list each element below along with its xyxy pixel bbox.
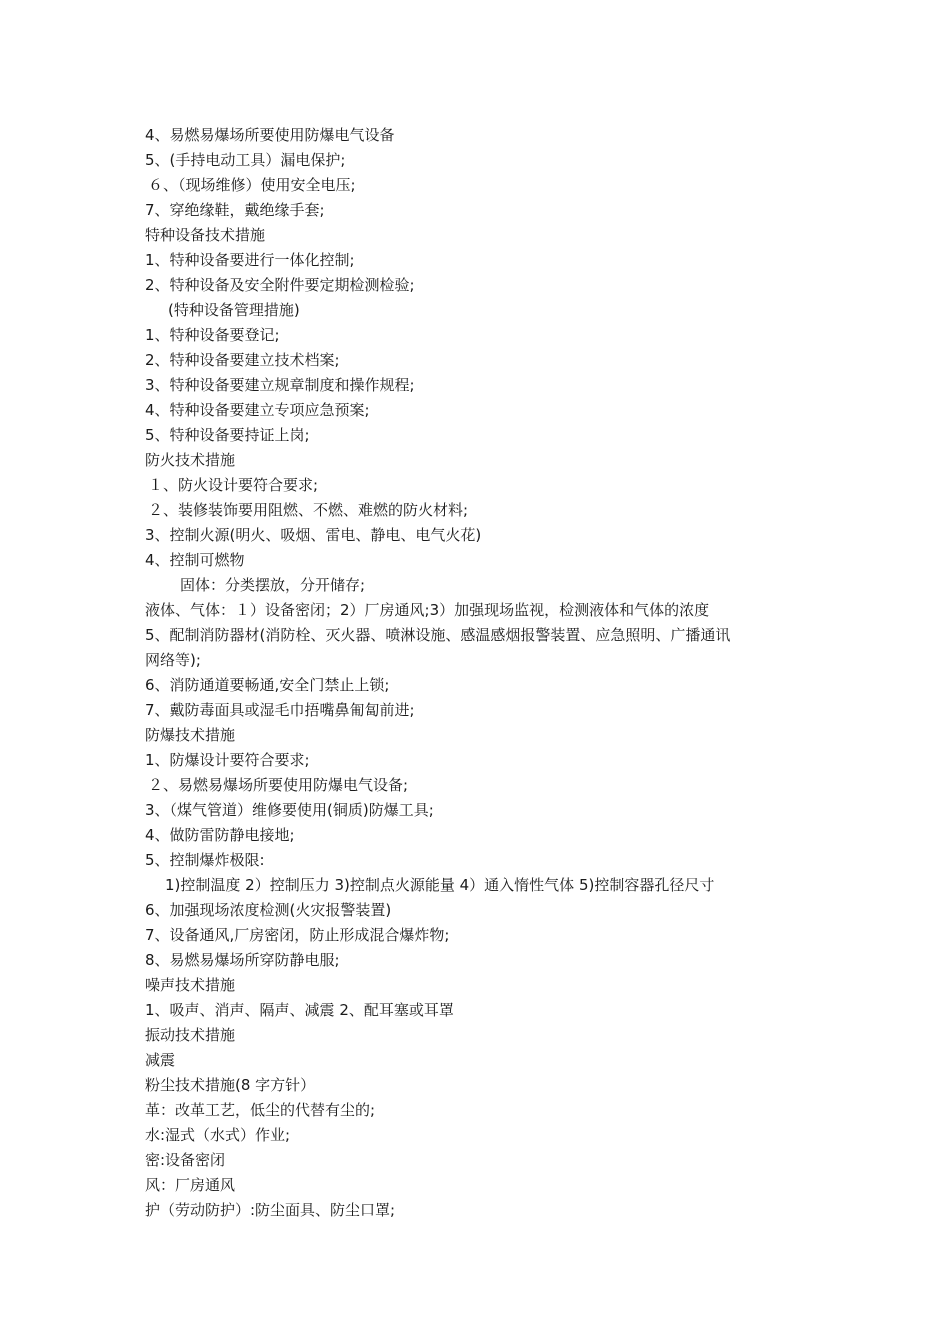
text-line: 网络等); [145,651,201,669]
text-line: 密:设备密闭 [145,1151,226,1169]
text-line: 7、设备通风,厂房密闭，防止形成混合爆炸物; [145,926,450,944]
text-line: １、防火设计要符合要求; [148,476,319,494]
text-line: 7、戴防毒面具或湿毛巾捂嘴鼻匍匐前进; [145,701,415,719]
text-line: 3、控制火源(明火、吸烟、雷电、静电、电气火花) [145,526,482,544]
text-line: 液体、气体：１）设备密闭；2）厂房通风;3）加强现场监视，检测液体和气体的浓度 [145,601,710,619]
text-line: 4、控制可燃物 [145,551,245,569]
section-heading: 特种设备技术措施 [145,226,266,244]
text-line: 风：厂房通风 [145,1176,236,1194]
text-line: 护（劳动防护）:防尘面具、防尘口罩; [145,1201,396,1219]
section-heading: 防火技术措施 [145,451,236,469]
text-line: ６、（现场维修）使用安全电压; [148,176,356,194]
text-line: 4、易燃易爆场所要使用防爆电气设备 [145,126,395,144]
text-line: ２、易燃易爆场所要使用防爆电气设备; [148,776,409,794]
text-line: 7、穿绝缘鞋，戴绝缘手套; [145,201,325,219]
text-line: 1、特种设备要登记; [145,326,280,344]
text-line: 5、配制消防器材(消防栓、灭火器、喷淋设施、感温感烟报警装置、应急照明、广播通讯 [145,626,731,644]
text-line: 2、特种设备及安全附件要定期检测检验; [145,276,415,294]
subsection-heading: (特种设备管理措施) [168,301,300,319]
text-line: 4、特种设备要建立专项应急预案; [145,401,370,419]
text-line: 8、易燃易爆场所穿防静电服; [145,951,340,969]
text-line: 6、消防通道要畅通,安全门禁止上锁; [145,676,390,694]
text-line: 减震 [145,1051,176,1069]
text-line: 4、做防雷防静电接地; [145,826,295,844]
text-line: ２、装修装饰要用阻燃、不燃、难燃的防火材料; [148,501,469,519]
text-line: 3、特种设备要建立规章制度和操作规程; [145,376,415,394]
text-line: 3、（煤气管道）维修要使用(铜质)防爆工具; [145,801,434,819]
section-heading: 粉尘技术措施(8 字方针） [145,1076,316,1094]
text-line: 6、加强现场浓度检测(火灾报警装置) [145,901,392,919]
text-line: 1)控制温度 2）控制压力 3)控制点火源能量 4）通入惰性气体 5)控制容器孔径尺寸 [165,876,715,894]
text-line: 水:湿式（水式）作业; [145,1126,291,1144]
section-heading: 噪声技术措施 [145,976,236,994]
text-line: 2、特种设备要建立技术档案; [145,351,340,369]
text-line: 5、(手持电动工具）漏电保护; [145,151,346,169]
text-line: 1、特种设备要进行一体化控制; [145,251,355,269]
text-line: 1、吸声、消声、隔声、减震 2、配耳塞或耳罩 [145,1001,454,1019]
section-heading: 振动技术措施 [145,1026,236,1044]
section-heading: 防爆技术措施 [145,726,236,744]
text-line: 5、控制爆炸极限: [145,851,265,869]
text-line: 固体：分类摆放，分开储存; [180,576,366,594]
text-line: 5、特种设备要持证上岗; [145,426,310,444]
text-line: 1、防爆设计要符合要求; [145,751,310,769]
text-line: 革：改革工艺，低尘的代替有尘的; [145,1101,376,1119]
